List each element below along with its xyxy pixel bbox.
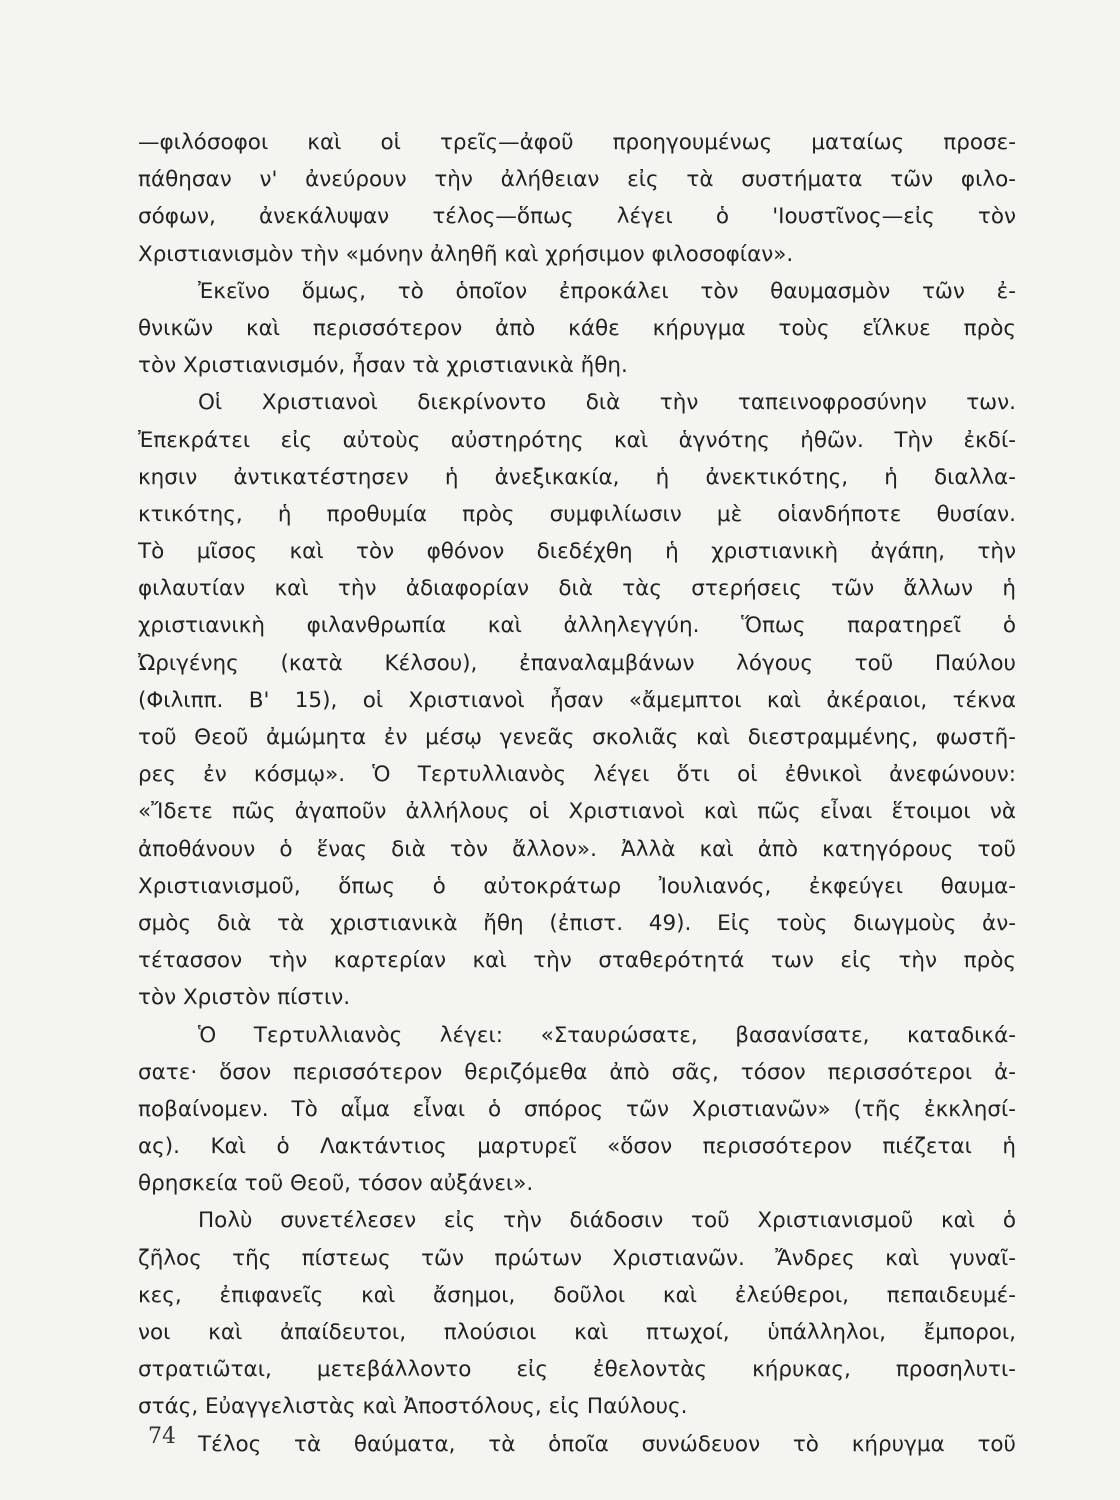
text-line: τέτασσον τὴν καρτερίαν καὶ τὴν σταθερότητά των εἰς τὴν πρὸς (138, 948, 1016, 974)
text-line: ποβαίνομεν. Τὸ αἷμα εἶναι ὁ σπόρος τῶν Χριστιανῶν» (τῆς ἐκκλησί- (138, 1096, 1016, 1122)
text-line: θρησκεία τοῦ Θεοῦ, τόσον αὐξάνει». (138, 1171, 534, 1197)
text-line: κες, ἐπιφανεῖς καὶ ἄσημοι, δοῦλοι καὶ ἐλεύθεροι, πεπαιδευμέ- (138, 1282, 1016, 1308)
text-line: τὸν Χριστιανισμόν, ἦσαν τὰ χριστιανικὰ ἤθη. (138, 353, 628, 379)
text-line: τοῦ Θεοῦ ἀμώμητα ἐν μέσῳ γενεᾶς σκολιᾶς καὶ διεστραμμένης, φωστῆ- (138, 725, 1016, 750)
text-line: «Ἴδετε πῶς ἀγαποῦν ἀλλήλους οἱ Χριστιανοὶ καὶ πῶς εἶναι ἕτοιμοι νὰ (138, 799, 1016, 825)
text-line: (Φιλιππ. Β' 15), οἱ Χριστιανοὶ ἦσαν «ἄμεμπτοι καὶ ἀκέραιοι, τέκνα (138, 687, 1016, 713)
text-line: πάθησαν ν' ἀνεύρουν τὴν ἀλήθειαν εἰς τὰ συστήματα τῶν φιλο- (138, 167, 1016, 193)
text-line: κτικότης, ἡ προθυμία πρὸς συμφιλίωσιν μὲ οἱανδήποτε θυσίαν. (138, 501, 1016, 527)
text-line: χριστιανικὴ φιλανθρωπία καὶ ἀλληλεγγύη. Ὅπως παρατηρεῖ ὁ (138, 613, 1016, 639)
text-line: Ὠριγένης (κατὰ Κέλσου), ἐπαναλαμβάνων λόγους τοῦ Παύλου (138, 650, 1016, 676)
text-line: νοι καὶ ἀπαίδευτοι, πλούσιοι καὶ πτωχοί, ὑπάλληλοι, ἔμποροι, (138, 1320, 1016, 1345)
text-line: στάς, Εὐαγγελιστὰς καὶ Ἀποστόλους, εἰς Παύλους. (138, 1394, 688, 1420)
text-line: Χριστιανισμοῦ, ὅπως ὁ αὐτοκράτωρ Ἰουλιανός, ἐκφεύγει θαυμα- (138, 873, 1016, 899)
text-line: ρες ἐν κόσμῳ». Ὁ Τερτυλλιανὸς λέγει ὅτι οἱ ἐθνικοὶ ἀνεφώνουν: (138, 762, 1016, 788)
text-line: κησιν ἀντικατέστησεν ἡ ἀνεξικακία, ἡ ἀνεκτικότης, ἡ διαλλα- (138, 464, 1016, 490)
text-line: στρατιῶται, μετεβάλλοντο εἰς ἐθελοντὰς κήρυκας, προσηλυτι- (138, 1357, 1016, 1383)
body-text (138, 124, 1016, 1463)
text-line: Ἐπεκράτει εἰς αὐτοὺς αὐστηρότης καὶ ἁγνότης ἠθῶν. Τὴν ἐκδί- (138, 427, 1016, 453)
text-line: τὸν Χριστὸν πίστιν. (138, 985, 351, 1011)
text-line: Πολὺ συνετέλεσεν εἰς τὴν διάδοσιν τοῦ Χριστιανισμοῦ καὶ ὁ (198, 1208, 1016, 1234)
text-line: Ὁ Τερτυλλιανὸς λέγει: «Σταυρώσατε, βασανίσατε, καταδικά- (198, 1022, 1016, 1048)
text-line: φιλαυτίαν καὶ τὴν ἀδιαφορίαν διὰ τὰς στερήσεις τῶν ἄλλων ἡ (138, 576, 1016, 602)
text-line: Τὸ μῖσος καὶ τὸν φθόνον διεδέχθη ἡ χριστιανικὴ ἀγάπη, τὴν (138, 539, 1016, 565)
text-line: Οἱ Χριστιανοὶ διεκρίνοντο διὰ τὴν ταπεινοφροσύνην των. (198, 390, 1016, 416)
text-line: σμὸς διὰ τὰ χριστιανικὰ ἤθη (ἐπιστ. 49). Εἰς τοὺς διωγμοὺς ἀν- (138, 910, 1016, 936)
text-line: Χριστιανισμὸν τὴν «μόνην ἀληθῆ καὶ χρήσιμον φιλοσοφίαν». (138, 241, 794, 267)
text-line: ἀποθάνουν ὁ ἕνας διὰ τὸν ἄλλον». Ἀλλὰ καὶ ἀπὸ κατηγόρους τοῦ (138, 836, 1016, 862)
text-line: σόφων, ἀνεκάλυψαν τέλος—ὅπως λέγει ὁ 'Ιουστῖνος—εἰς τὸν (138, 204, 1016, 230)
text-line: σατε· ὅσον περισσότερον θεριζόμεθα ἀπὸ σᾶς, τόσον περισσότεροι ἀ- (138, 1059, 1016, 1085)
text-line: ζῆλος τῆς πίστεως τῶν πρώτων Χριστιανῶν. Ἄνδρες καὶ γυναῖ- (138, 1245, 1016, 1271)
page-number: 74 (148, 1424, 176, 1449)
text-line: θνικῶν καὶ περισσότερον ἀπὸ κάθε κήρυγμα τοὺς εἵλκυε πρὸς (138, 315, 1016, 341)
text-line: ας). Καὶ ὁ Λακτάντιος μαρτυρεῖ «ὅσον περισσότερον πιέζεται ἡ (138, 1134, 1016, 1160)
text-line: Τέλος τὰ θαύματα, τὰ ὁποῖα συνώδευον τὸ κήρυγμα τοῦ (198, 1431, 1016, 1457)
text-line: Ἐκεῖνο ὅμως, τὸ ὁποῖον ἐπροκάλει τὸν θαυμασμὸν τῶν ἐ- (198, 278, 1016, 304)
text-line: —φιλόσοφοι καὶ οἱ τρεῖς—ἀφοῦ προηγουμένως ματαίως προσε- (138, 130, 1016, 155)
